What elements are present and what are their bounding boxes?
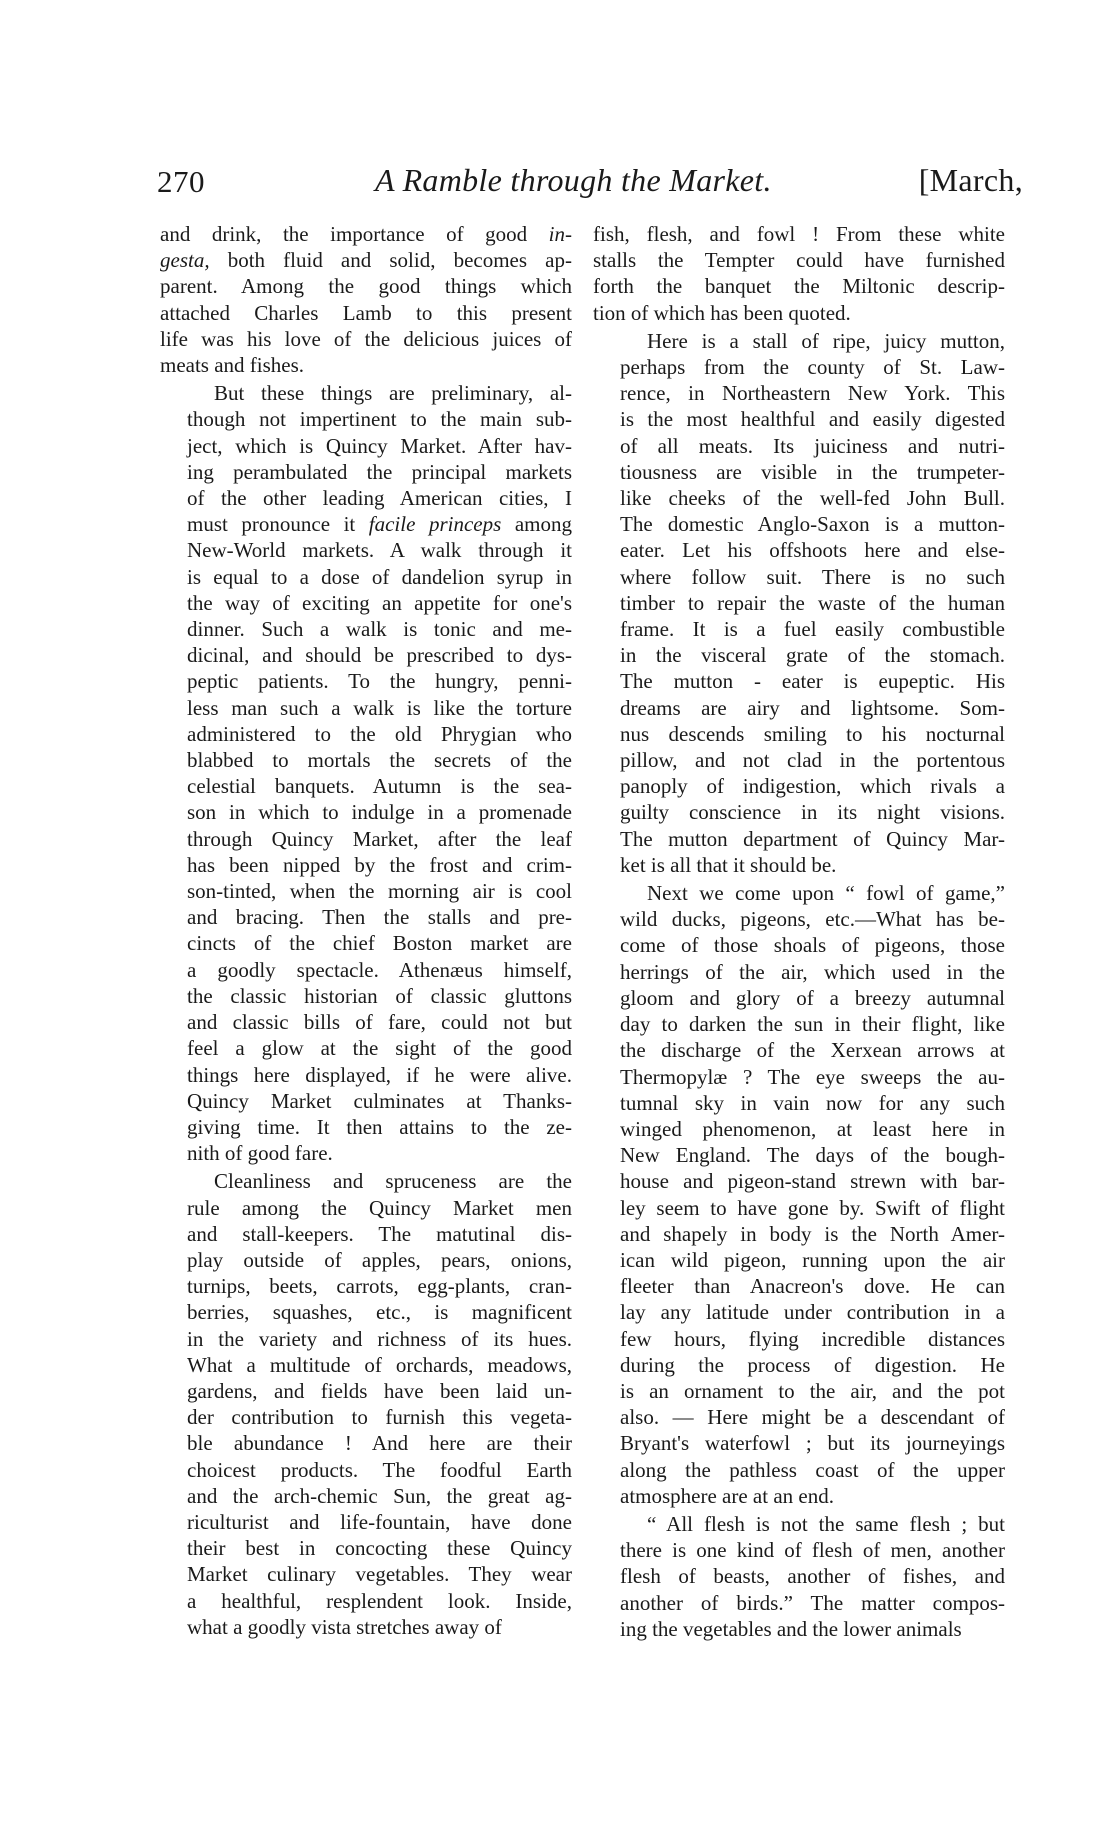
text-line: is an ornament to the air, and the pot <box>620 1378 1005 1403</box>
text-line: and bracing. Then the stalls and pre- <box>187 905 572 930</box>
text-line: tiousness are visible in the trumpeter- <box>620 459 1005 484</box>
text-line: stalls the Tempter could have furnished <box>593 248 1005 273</box>
text-line: is the most healthful and easily digested <box>620 407 1005 432</box>
text-line: ble abundance ! And here are their <box>187 1431 572 1456</box>
text-line: Quincy Market culminates at Thanks- <box>187 1088 572 1113</box>
text-line: cincts of the chief Boston market are <box>187 931 572 956</box>
text-line: But these things are preliminary, al- <box>214 381 572 406</box>
text-line: Bryant's waterfowl ; but its journeyings <box>620 1431 1005 1456</box>
text-line: play outside of apples, pears, onions, <box>187 1247 572 1272</box>
text-line: flesh of beasts, another of fishes, and <box>620 1564 1005 1589</box>
text-line: attached Charles Lamb to this present <box>160 300 572 325</box>
page-header <box>157 156 1023 204</box>
text-line: “ All flesh is not the same flesh ; but <box>647 1511 1005 1536</box>
text-line: in the visceral grate of the stomach. <box>620 643 1005 668</box>
text-line: The mutton department of Quincy Mar- <box>620 826 1005 851</box>
text-line: gardens, and fields have been laid un- <box>187 1378 572 1403</box>
text-line: administered to the old Phrygian who <box>187 721 572 746</box>
text-line: in the variety and richness of its hues. <box>187 1326 572 1351</box>
text-line: during the process of digestion. He <box>620 1352 1005 1377</box>
paragraph <box>593 221 1005 326</box>
text-line: Here is a stall of ripe, juicy mutton, <box>647 328 1005 353</box>
text-line: parent. Among the good things which <box>160 274 572 299</box>
paragraph <box>593 1511 1005 1642</box>
text-line: is equal to a dose of dandelion syrup in <box>187 564 572 589</box>
text-line: dreams are airy and lightsome. Som- <box>620 695 1005 720</box>
text-line: must pronounce it facile princeps among <box>187 512 572 537</box>
text-line: there is one kind of flesh of men, another <box>620 1538 1005 1563</box>
text-line: a healthful, resplendent look. Inside, <box>187 1588 572 1613</box>
text-line: atmosphere are at an end. <box>620 1483 834 1508</box>
text-line: and classic bills of fare, could not but <box>187 1010 572 1035</box>
text-line: what a goodly vista stretches away of <box>187 1614 502 1639</box>
text-line: peptic patients. To the hungry, penni- <box>187 669 572 694</box>
right-text-column <box>593 221 1005 1642</box>
text-line: ing perambulated the principal markets <box>187 459 572 484</box>
text-line: Market culinary vegetables. They wear <box>187 1562 572 1587</box>
text-line: life was his love of the delicious juices of <box>160 326 572 351</box>
text-line: come of those shoals of pigeons, those <box>620 933 1005 958</box>
text-line: few hours, flying incredible distances <box>620 1326 1005 1351</box>
running-title: A Ramble through the Market. <box>375 162 772 198</box>
text-line: dinner. Such a walk is tonic and me- <box>187 617 572 642</box>
text-line: timber to repair the waste of the human <box>620 590 1005 615</box>
text-line: Cleanliness and spruceness are the <box>214 1169 572 1194</box>
text-line: the discharge of the Xerxean arrows at <box>620 1038 1005 1063</box>
text-line: wild ducks, pigeons, etc.—What has be- <box>620 907 1005 932</box>
text-line: perhaps from the county of St. Law- <box>620 355 1005 380</box>
text-line: ject, which is Quincy Market. After hav- <box>187 433 572 458</box>
text-line: forth the banquet the Miltonic descrip- <box>593 274 1005 299</box>
text-line: less man such a walk is like the torture <box>187 695 572 720</box>
text-line: winged phenomenon, at least here in <box>620 1116 1005 1141</box>
text-line: has been nipped by the frost and crim- <box>187 852 572 877</box>
paragraph <box>160 380 572 1166</box>
text-line: eater. Let his offshoots here and else- <box>620 538 1005 563</box>
text-line: things here displayed, if he were alive. <box>187 1062 572 1087</box>
text-line: like cheeks of the well-fed John Bull. <box>620 486 1005 511</box>
text-line: son-tinted, when the morning air is cool <box>187 879 572 904</box>
text-line: the classic historian of classic gluttons <box>187 983 572 1008</box>
text-line: ing the vegetables and the lower animals <box>620 1616 962 1641</box>
text-line: dicinal, and should be prescribed to dys- <box>187 643 572 668</box>
text-line: and the arch-chemic Sun, the great ag- <box>187 1483 572 1508</box>
text-line: celestial banquets. Autumn is the sea- <box>187 774 572 799</box>
text-line: New-World markets. A walk through it <box>187 538 572 563</box>
text-line: lay any latitude under contribution in a <box>620 1300 1005 1325</box>
text-line: through Quincy Market, after the leaf <box>187 826 572 851</box>
text-line: meats and fishes. <box>160 353 305 378</box>
text-line: son in which to indulge in a promenade <box>187 800 572 825</box>
page-number: 270 <box>157 164 205 199</box>
paragraph <box>160 221 572 378</box>
text-line: feel a glow at the sight of the good <box>187 1036 572 1061</box>
text-line: panoply of indigestion, which rivals a <box>620 774 1005 799</box>
text-line: New England. The days of the bough- <box>620 1143 1005 1168</box>
text-line: though not impertinent to the main sub- <box>187 407 572 432</box>
left-text-column <box>160 221 572 1640</box>
text-line: nith of good fare. <box>187 1141 333 1166</box>
text-line: tumnal sky in vain now for any such <box>620 1090 1005 1115</box>
text-line: fleeter than Anacreon's dove. He can <box>620 1274 1005 1299</box>
text-line: der contribution to furnish this vegeta- <box>187 1405 572 1430</box>
text-line: ican wild pigeon, running upon the air <box>620 1247 1005 1272</box>
text-line: gloom and glory of a breezy autumnal <box>620 985 1005 1010</box>
text-line: Thermopylæ ? The eye sweeps the au- <box>620 1064 1005 1089</box>
text-line: The domestic Anglo-Saxon is a mutton- <box>620 512 1005 537</box>
text-line: day to darken the sun in their flight, like <box>620 1012 1005 1037</box>
text-line: guilty conscience in its night visions. <box>620 800 1005 825</box>
text-line: house and pigeon-stand strewn with bar- <box>620 1169 1005 1194</box>
text-line: frame. It is a fuel easily combustible <box>620 617 1005 642</box>
text-line: The mutton - eater is eupeptic. His <box>620 669 1005 694</box>
issue-month: [March, <box>918 162 1023 198</box>
text-line: riculturist and life-fountain, have done <box>187 1509 572 1534</box>
text-line: of the other leading American cities, I <box>187 486 572 511</box>
text-line: the way of exciting an appetite for one's <box>187 590 572 615</box>
text-line: another of birds.” The matter compos- <box>620 1590 1005 1615</box>
text-line: and drink, the importance of good in- <box>160 222 572 246</box>
text-line: their best in concocting these Quincy <box>187 1536 572 1561</box>
text-line: herrings of the air, which used in the <box>620 959 1005 984</box>
text-line: blabbed to mortals the secrets of the <box>187 748 572 773</box>
text-line: rule among the Quincy Market men <box>187 1195 572 1220</box>
text-line: ket is all that it should be. <box>620 852 837 877</box>
text-line: a goodly spectacle. Athenæus himself, <box>187 957 572 982</box>
text-line: What a multitude of orchards, meadows, <box>187 1352 572 1377</box>
paragraph <box>160 1168 572 1640</box>
paragraph <box>593 880 1005 1509</box>
paragraph <box>593 328 1005 878</box>
text-line: tion of which has been quoted. <box>593 300 851 325</box>
text-line: along the pathless coast of the upper <box>620 1457 1005 1482</box>
text-line: and stall-keepers. The matutinal dis- <box>187 1221 572 1246</box>
text-line: of all meats. Its juiciness and nutri- <box>620 433 1005 458</box>
text-line: nus descends smiling to his nocturnal <box>620 721 1005 746</box>
text-line: pillow, and not clad in the portentous <box>620 748 1005 773</box>
text-line: gesta, both fluid and solid, becomes ap- <box>160 248 572 273</box>
text-line: where follow suit. There is no such <box>620 564 1005 589</box>
text-line: and shapely in body is the North Amer- <box>620 1221 1005 1246</box>
text-line: berries, squashes, etc., is magnificent <box>187 1300 572 1325</box>
text-line: Next we come upon “ fowl of game,” <box>647 881 1005 906</box>
text-line: giving time. It then attains to the ze- <box>187 1114 572 1139</box>
text-line: turnips, beets, carrots, egg-plants, cran- <box>187 1274 572 1299</box>
text-line: fish, flesh, and fowl ! From these white <box>593 222 1005 246</box>
text-line: also. — Here might be a descendant of <box>620 1405 1005 1430</box>
text-line: ley seem to have gone by. Swift of flight <box>620 1195 1005 1220</box>
text-line: rence, in Northeastern New York. This <box>620 381 1005 406</box>
text-line: choicest products. The foodful Earth <box>187 1457 572 1482</box>
